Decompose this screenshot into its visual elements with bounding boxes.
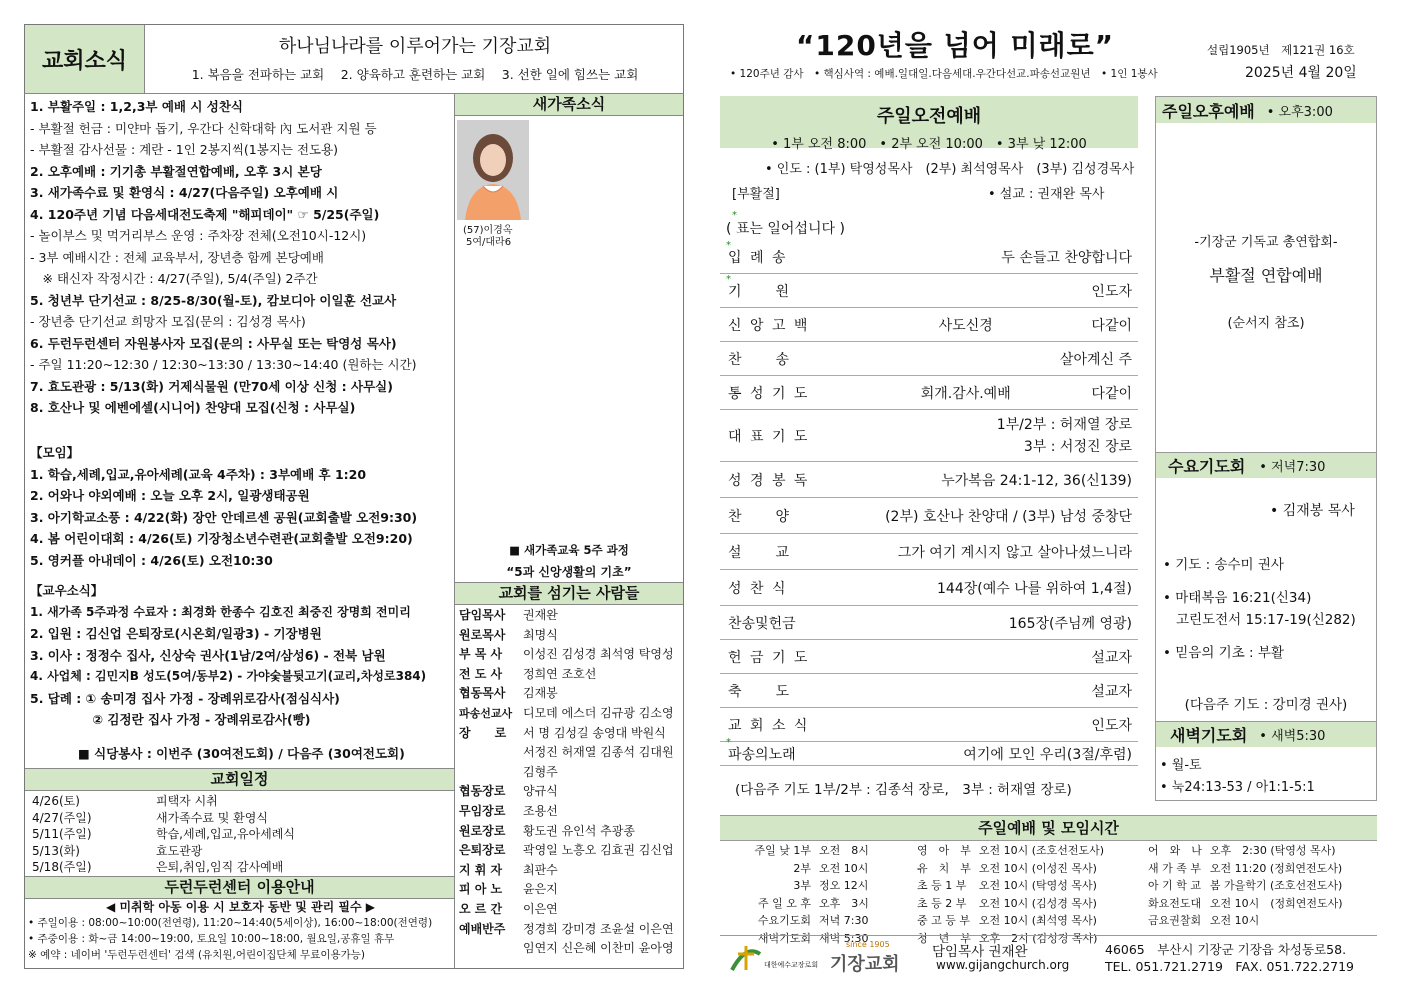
order-item	[720, 239, 840, 267]
bulletin-title: “120년을 넘어 미래로”	[795, 29, 1115, 62]
stand-star-icon: *	[732, 210, 737, 221]
members-heading: 【교우소식】	[30, 583, 104, 598]
sched-time: 정오 12시	[819, 879, 869, 892]
sched-time: 오전 10시 (조호선전도사)	[978, 844, 1105, 857]
order-item-label: 대 표 기 도	[728, 428, 810, 445]
order-right: 인도자	[1091, 717, 1132, 734]
order-right: 144장(예수 나를 위하여 1,4절)	[937, 580, 1132, 597]
calendar-date: 4/27(주일)	[32, 810, 92, 825]
order-right: 다같이	[1091, 317, 1132, 334]
order-right-2: 3부 : 서정진 장로	[1023, 438, 1132, 455]
calendar-event: 새가족수료 및 환영식	[156, 810, 268, 825]
staff-names: 황도권 유인석 추광종	[523, 823, 635, 838]
meeting-item: 1. 학습,세례,입교,유아세례(교육 4주차) : 3부예배 후 1:20	[30, 466, 367, 482]
staff-names: 서정진 허재열 김종석 김대원	[523, 745, 674, 760]
sched-row	[724, 913, 872, 929]
staff-names: 임연지 신은혜 이찬미 윤아영	[523, 941, 674, 956]
dawn-title: 새벽기도회	[1170, 726, 1248, 745]
staff-role: 전 도 사	[459, 666, 503, 681]
sched-label: 유 치 부	[917, 861, 971, 875]
news-item: 1. 부활주일 : 1,2,3부 예배 시 성찬식	[30, 99, 243, 114]
news-item: - 놀이부스 및 먹거리부스 운영 : 주차장 전체(오전10시-12시)	[30, 228, 367, 243]
calendar-list	[32, 793, 452, 876]
wed-text-2: 고린도전서 15:17-19(신282)	[1176, 612, 1356, 628]
sched-time: 봄 가을학기 (조호선전도사)	[1209, 879, 1343, 892]
staff-role: 부 목 사	[459, 647, 503, 662]
member-item: 1. 새가족 5주과정 수료자 : 최경화 한종수 김호진 최중진 장명희 전미리	[30, 604, 411, 619]
order-row	[720, 674, 1138, 708]
pm-service-time: • 오후3:00	[1266, 104, 1333, 120]
am-service-times: • 1부 오전 8:00 • 2부 오전 10:00 • 3부 낮 12:00	[771, 137, 1087, 152]
wed-text-1: • 마태복음 16:21(신34)	[1163, 590, 1312, 606]
order-row	[720, 640, 1138, 674]
order-item	[720, 273, 840, 301]
order-item-label: 찬송및헌금	[728, 615, 796, 632]
logo-since: since 1905	[846, 940, 890, 949]
sched-label: 수요기도회	[757, 914, 811, 927]
center-line: • 주일이용 : 08:00~10:00(전연령), 11:20~14:40(5세이상), 16:00~18:00(전연령)	[28, 917, 433, 929]
sched-label: 화요전도대	[1148, 896, 1202, 910]
staff-role: 지 휘 자	[459, 862, 503, 877]
sched-label: 어 와 나	[1148, 844, 1202, 857]
left-col-divider	[454, 93, 455, 968]
dawn-header	[1156, 721, 1376, 747]
news-item: 6. 두런두런센터 자원봉사자 모집(문의 : 사무실 또는 탁영성 목사)	[30, 335, 397, 351]
wed-prayer: • 기도 : 송수미 권사	[1163, 557, 1284, 573]
sched-time: 오전 10시	[1209, 914, 1260, 927]
staff-names: 디모데 에스더 김규광 김소영	[523, 705, 674, 720]
pm-line-1: -기장군 기독교 총연합회-	[1194, 235, 1338, 250]
staff-row	[459, 900, 683, 920]
sched-time: 오후 2:30 (탁영성 목사)	[1209, 844, 1336, 857]
sched-time: 오전 10시 (정희연전도사)	[1209, 896, 1343, 910]
staff-row	[459, 606, 683, 626]
members-section	[30, 580, 455, 731]
sched-time: 오전 10시 (최석영 목사)	[978, 914, 1097, 927]
order-item-label: 찬 송	[728, 351, 792, 368]
calendar-row	[32, 810, 452, 827]
sched-time: 오전 10시 (이성진 목사)	[978, 861, 1097, 875]
staff-role: 원로장로	[459, 823, 506, 838]
newfamily-info: 5여/대라6	[466, 237, 512, 248]
order-row	[720, 240, 1138, 274]
wed-title: 수요기도회	[1168, 457, 1246, 476]
order-right: 누가복음 24:1-12, 36(신139)	[941, 472, 1132, 489]
order-row	[720, 274, 1138, 308]
order-row	[720, 376, 1138, 410]
order-right: 1부/2부 : 허재열 장로	[996, 416, 1132, 433]
sched-label: 초 등 1 부	[917, 879, 967, 892]
order-item-label: 찬 양	[728, 508, 792, 525]
staff-row	[459, 645, 683, 665]
sched-time: 오전 11:20 (정희연전도사)	[1209, 861, 1343, 875]
sched-label: 중 고 등 부	[917, 914, 970, 927]
service-leaders: • 인도 : (1부) 탁영성목사 (2부) 최석영목사 (3부) 김성경목사	[765, 162, 1135, 177]
sched-label: 새 가 족 부	[1148, 861, 1201, 875]
sermon-by: • 설교 : 권재완 목사	[988, 187, 1105, 202]
sched-row	[724, 861, 872, 877]
staff-row	[459, 822, 683, 842]
staff-names: 윤은지	[523, 882, 558, 897]
staff-names: 이은연	[523, 901, 558, 916]
order-item-label: 통 성 기 도	[728, 385, 810, 402]
order-item-label: 축 도	[728, 683, 792, 700]
staff-row	[459, 763, 683, 783]
member-item: 2. 입원 : 김신업 은퇴장로(시온회/일광3) - 기장병원	[30, 626, 322, 641]
news-item: 2. 오후예배 : 기기총 부활절연합예배, 오후 3시 본당	[30, 163, 322, 179]
sched-time: 오전 8시	[819, 844, 869, 857]
sched-row	[1145, 913, 1346, 929]
pm-service-title: 주일오후예배	[1162, 101, 1255, 121]
order-row	[720, 708, 1138, 742]
staff-names: 정경희 강미경 조윤설 이은연	[523, 921, 674, 936]
staff-role: 피 아 노	[459, 882, 503, 897]
bulletin-date: 2025년 4월 20일	[1245, 65, 1357, 81]
center-info	[28, 899, 453, 963]
order-right: 인도자	[1091, 283, 1132, 300]
calendar-row	[32, 859, 452, 876]
order-right: 다같이	[1091, 385, 1132, 402]
order-mid: 사도신경	[938, 317, 993, 334]
footer-address: 46065 부산시 기장군 기장읍 차성동로58.	[1105, 942, 1347, 957]
am-service-header	[720, 96, 1138, 152]
news-header-title: 교회소식	[41, 48, 127, 74]
sched-label: 주일 낮 1부	[754, 844, 811, 857]
calendar-event: 효도관광	[156, 843, 203, 858]
am-service-title: 주일오전예배	[876, 106, 982, 127]
calendar-row	[32, 826, 452, 843]
meeting-item: 3. 아기학교소풍 : 4/22(화) 장안 안데르센 공원(교회출발 오전9:30)	[30, 509, 418, 525]
calendar-row	[32, 793, 452, 810]
sched-row	[1145, 861, 1346, 877]
wed-next: (다음주 기도 : 강미경 권사)	[1184, 697, 1348, 713]
center-title: 두런두런센터 이용안내	[25, 876, 454, 899]
logo-small: 대한예수교장로회	[764, 961, 819, 969]
calendar-date: 5/13(화)	[32, 843, 80, 858]
resurrection-label: [부활절]	[732, 187, 780, 202]
staff-role: 담임목사	[459, 608, 506, 622]
staff-role: 파송선교사	[459, 706, 513, 720]
staff-names: 김형주	[523, 764, 558, 779]
calendar-event: 피택자 시취	[156, 794, 218, 808]
order-item-label: 성 경 봉 독	[728, 472, 810, 489]
calendar-date: 4/26(토)	[32, 794, 80, 808]
sched-label: 초 등 2 부	[917, 896, 967, 910]
sched-row	[724, 896, 872, 912]
center-line: ※ 예약 : 네이버 '두런두런센터' 검색 (유치원,어린이집단체 무료이용가능)	[28, 949, 366, 961]
pm-service-header	[1156, 97, 1376, 123]
sched-time: 오전 10시	[819, 861, 869, 875]
staff-role: 예배반주	[459, 921, 506, 936]
newfamily-edu-lesson: “5과 신앙생활의 기초”	[506, 565, 632, 579]
news-list	[30, 96, 450, 419]
staff-row	[459, 743, 683, 763]
meeting-item: 5. 영커플 아내데이 : 4/26(토) 오전10:30	[30, 552, 273, 568]
meetings-section	[30, 442, 450, 571]
order-right: 설교자	[1091, 683, 1132, 700]
news-item: - 주일 11:20~12:30 / 12:30~13:30 / 13:30~14:40 (원하는 시간)	[30, 357, 417, 372]
staff-names: 김재봉	[523, 686, 558, 701]
footer-phone: TEL. 051.721.2719 FAX. 051.722.2719	[1105, 959, 1354, 974]
staff-row	[459, 939, 683, 959]
calendar-date: 5/18(주일)	[32, 860, 92, 874]
news-item: - 장년층 단기선교 희망자 모집(문의 : 김성경 목사)	[30, 314, 306, 329]
news-item: 5. 청년부 단기선교 : 8/25-8/30(월-토), 캄보디아 이일훈 선교사	[30, 292, 397, 308]
center-line: • 주중이용 : 화~금 14:00~19:00, 토요일 10:00~18:00, 월요일,공휴일 휴무	[28, 933, 395, 945]
order-right: (2부) 호산나 찬양대 / (3부) 남성 중창단	[885, 508, 1132, 525]
sched-time: 오전 10시 (탁영성 목사)	[978, 879, 1097, 892]
staff-list	[459, 606, 683, 959]
staff-role	[459, 763, 523, 783]
person-photo-icon	[457, 120, 529, 220]
staff-names: 곽영일 노흥오 김효권 김신업	[523, 843, 674, 858]
order-row	[720, 570, 1138, 606]
footer-website[interactable]: www.gijangchurch.org	[936, 958, 1070, 972]
staff-row	[459, 665, 683, 685]
news-item: - 3부 예배시간 : 전체 교육부서, 장년층 함께 본당예배	[30, 249, 324, 265]
staff-row	[459, 861, 683, 881]
bulletin-est: 설립1905년 제121권 16호	[1207, 43, 1355, 57]
sched-time: 오후 3시	[819, 896, 869, 910]
newfamily-edu: ■ 새가족교육 5주 과정	[509, 543, 629, 557]
order-item-label: 헌 금 기 도	[728, 649, 810, 666]
staff-role	[459, 939, 523, 959]
staff-role: 무임장로	[459, 803, 506, 818]
stand-star-icon: *	[726, 273, 733, 285]
order-right: 살아계신 주	[1059, 351, 1132, 368]
church-logo	[728, 940, 908, 976]
sched-label: 2부	[793, 861, 811, 875]
sched-row	[914, 843, 1107, 859]
sched-time: 오후 2시 (김성경 목사)	[978, 931, 1098, 945]
order-row	[720, 342, 1138, 376]
news-header-box	[25, 25, 145, 93]
pm-line-3: (순서지 참조)	[1227, 316, 1305, 331]
staff-role: 원로목사	[459, 627, 506, 642]
news-item: ※ 태신자 작정시간 : 4/27(주일), 5/4(주일) 2주간	[30, 271, 318, 286]
order-row	[720, 462, 1138, 498]
order-right: 두 손들고 찬양합니다	[1001, 249, 1132, 266]
sched-row	[1145, 878, 1346, 894]
staff-row	[459, 684, 683, 704]
sched-col-3	[1143, 841, 1378, 931]
center-notice: ◀ 미취학 아동 이용 시 보호자 동반 및 관리 필수 ▶	[106, 900, 375, 914]
sched-row	[1145, 896, 1346, 912]
wed-pastor: • 김재봉 목사	[1270, 503, 1355, 519]
staff-names: 양규식	[523, 784, 558, 799]
sched-time: 오전 10시 (김성경 목사)	[978, 896, 1097, 910]
sched-label: 금요권찰회	[1148, 914, 1202, 927]
stand-note	[726, 210, 845, 238]
staff-names: 이성진 김성경 최석영 탁영성	[523, 647, 674, 662]
sched-row	[1145, 843, 1346, 859]
worship-order	[720, 240, 1138, 766]
staff-role: 오 르 간	[459, 901, 503, 916]
staff-names: 정희연 조호선	[523, 666, 597, 681]
sched-label: 청 년 부	[917, 931, 971, 945]
member-item: 4. 사업체 : 김민지B 성도(5여/동부2) - 가야숯불뒷고기(교리,차성로384)	[30, 669, 427, 683]
dawn-text: • 눅24:13-53 / 아1:1-5:1	[1160, 780, 1315, 795]
newfamily-photo	[457, 120, 529, 220]
newfamily-name: (57)이경옥	[463, 225, 513, 236]
sched-row	[914, 896, 1107, 912]
footer-pastor: 담임목사 권재완	[932, 944, 1028, 960]
order-item-label: 입 례 송	[728, 249, 788, 266]
calendar-event: 학습,세례,입교,유아세례식	[156, 827, 295, 841]
staff-row	[459, 920, 683, 940]
order-item-label: 파송의노래	[728, 747, 796, 763]
news-item: 4. 120주년 기념 다음세대전도축제 "해피데이" ☞ 5/25(주일)	[30, 206, 380, 222]
order-row	[720, 410, 1138, 462]
wed-topic: • 믿음의 기초 : 부활	[1163, 645, 1284, 661]
wed-header	[1156, 452, 1376, 478]
sched-label: 3부	[793, 879, 811, 892]
meeting-item: 2. 어와나 야외예배 : 오늘 오후 2시, 일광생태공원	[30, 488, 310, 503]
church-mottos: 1. 복음을 전파하는 교회 2. 양육하고 훈련하는 교회 3. 선한 일에 힘쓰는 교회	[191, 67, 639, 82]
calendar-date: 5/11(주일)	[32, 827, 92, 841]
order-right-multi	[997, 414, 1138, 458]
order-mid: 회개.감사.예배	[920, 385, 1011, 402]
logo-name: 기장교회	[830, 954, 900, 975]
sched-time: 저녁 7:30	[819, 914, 869, 927]
staff-names: 조용선	[523, 803, 558, 818]
church-slogan: 하나님나라를 이루어가는 기장교회	[278, 36, 552, 57]
staff-row	[459, 782, 683, 802]
order-right: 165장(주님께 영광)	[1008, 615, 1132, 632]
news-item: 7. 효도관광 : 5/13(화) 거제식물원 (만70세 이상 신청 : 사무실)	[30, 378, 393, 394]
stand-note-text: ( 표는 일어섭니다 )	[726, 221, 845, 237]
sched-col-2	[912, 841, 1137, 948]
staff-role: 장 로	[459, 725, 507, 740]
order-bottom-line	[720, 765, 1138, 766]
staff-row	[459, 880, 683, 900]
stand-star-icon: *	[726, 239, 733, 251]
dining-service: ■ 식당봉사 : 이번주 (30여전도회) / 다음주 (30여전도회)	[78, 746, 405, 761]
sched-label: 주 일 오 후	[758, 896, 811, 910]
staff-names: 최명식	[523, 627, 558, 642]
news-item: - 부활절 헌금 : 미얀마 돕기, 우간다 신학대학 內 도서관 지원 등	[30, 120, 377, 136]
next-week-prayer: (다음주 기도 1부/2부 : 김종석 장로, 3부 : 허재열 장로)	[735, 782, 1072, 798]
sched-label: 아 기 학 교	[1148, 879, 1201, 892]
church-logo-icon	[728, 940, 764, 974]
sched-row	[914, 861, 1107, 877]
wed-time: • 저녁7:30	[1259, 460, 1326, 475]
order-right: 여기에 모인 우리(3절/후렴)	[963, 747, 1132, 763]
sched-col-1	[722, 841, 912, 948]
order-item-label: 신 앙 고 백	[728, 317, 810, 334]
order-row	[720, 308, 1138, 342]
member-item: 3. 이사 : 정정수 집사, 신상숙 권사(1남/2여/삼성6) - 전북 남원	[30, 647, 386, 663]
order-row	[720, 498, 1138, 534]
dawn-time: • 새벽5:30	[1259, 729, 1326, 744]
staff-role: 협동목사	[459, 686, 506, 701]
order-item-label: 성 찬 식	[728, 580, 788, 597]
staff-row	[459, 841, 683, 861]
order-item-label: 교 회 소 식	[728, 717, 810, 734]
calendar-row	[32, 843, 452, 860]
staff-row	[459, 802, 683, 822]
staff-names: 최판수	[523, 862, 558, 877]
sched-title: 주일예배 및 모임시간	[720, 815, 1377, 841]
dawn-days: • 월-토	[1160, 758, 1202, 773]
staff-title: 교회를 섬기는 사람들	[455, 582, 683, 605]
order-row	[720, 606, 1138, 640]
sched-row	[914, 878, 1107, 894]
member-item: ② 김정란 집사 가정 - 장례위로감사(빵)	[30, 712, 311, 727]
sched-time: 새벽 5:30	[819, 931, 869, 945]
calendar-event: 은퇴,취임,임직 감사예배	[156, 860, 284, 874]
news-item: - 부활절 감사선물 : 계란 - 1인 2봉지씩(1봉지는 전도용)	[30, 142, 339, 157]
staff-role: 협동장로	[459, 784, 506, 799]
news-item: 8. 호산나 및 에벤에셀(시니어) 찬양대 모집(신청 : 사무실)	[30, 400, 356, 415]
staff-row	[459, 724, 683, 744]
sched-label: 영 아 부	[917, 844, 971, 857]
meetings-heading: 【모임】	[30, 445, 80, 460]
newfamily-title: 새가족소식	[455, 94, 683, 116]
order-right: 그가 여기 계시지 않고 살아나셨느니라	[897, 544, 1132, 561]
staff-row	[459, 704, 683, 724]
staff-names: 서 명 김성길 송영대 박원식	[523, 725, 666, 740]
calendar-title: 교회일정	[25, 768, 454, 791]
order-row	[720, 737, 1138, 766]
member-item: 5. 답례 : ① 송미경 집사 가정 - 장례위로감사(점심식사)	[30, 690, 340, 706]
sched-row	[724, 878, 872, 894]
order-right: 설교자	[1091, 649, 1132, 666]
sched-row	[914, 913, 1107, 929]
stand-star-icon: *	[726, 737, 731, 748]
order-item-label: 설 교	[728, 544, 792, 561]
order-item-label: 기 원	[728, 283, 792, 300]
staff-names: 권재완	[523, 608, 558, 622]
meeting-item: 4. 봄 어린이대회 : 4/26(토) 기장청소년수련관(교회출발 오전9:20)	[30, 531, 413, 546]
staff-row	[459, 626, 683, 646]
pm-line-2: 부활절 연합예배	[1209, 266, 1323, 285]
staff-role	[459, 743, 523, 763]
sched-row	[724, 843, 872, 859]
sched-label: 새벽기도회	[757, 931, 811, 945]
staff-role: 은퇴장로	[459, 843, 506, 858]
order-item	[720, 737, 840, 764]
sched-bottom-line	[720, 935, 1377, 936]
bulletin-subtitle: • 120주년 감사 • 핵심사역 : 예배.일대일.다음세대.우간다선교.파송선교원년 • 1인 1봉사	[730, 68, 1158, 80]
news-item: 3. 새가족수료 및 환영식 : 4/27(다음주일) 오후예배 시	[30, 185, 339, 200]
order-row	[720, 534, 1138, 570]
